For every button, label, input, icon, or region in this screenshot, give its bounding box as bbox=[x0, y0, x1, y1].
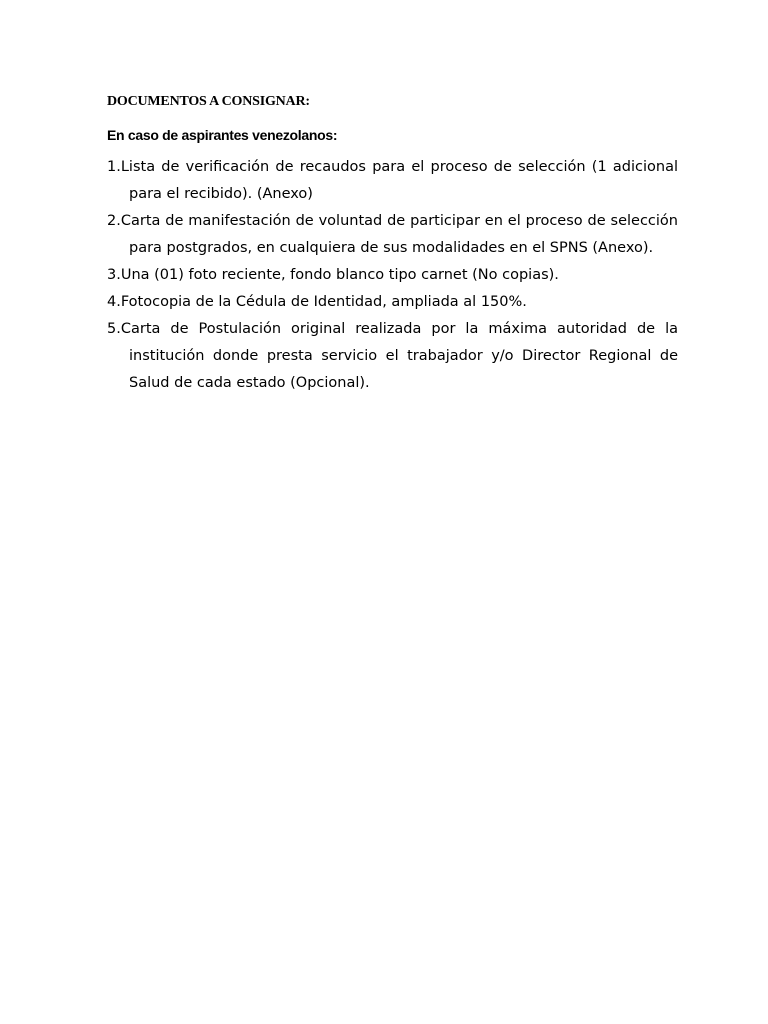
list-item-text: Una (01) foto reciente, fondo blanco tipo carnet (No copias). bbox=[120, 267, 559, 283]
requirements-list bbox=[107, 154, 678, 397]
list-item-text-block bbox=[107, 262, 678, 289]
list-item bbox=[107, 289, 678, 316]
list-item-text: Carta de Postulación original realizada por la máxima autoridad de la institución donde presta servicio el trabajador y/o Director Regional de Salud de cada estado (Opcional). bbox=[120, 321, 678, 391]
list-item bbox=[107, 262, 678, 289]
list-item-text: Carta de manifestación de voluntad de participar en el proceso de selección para postgrados, en cualquiera de sus modalidades en el SPNS (Anexo). bbox=[120, 213, 678, 256]
list-item-number: 1. bbox=[107, 159, 121, 175]
list-item-text: Fotocopia de la Cédula de Identidad, ampliada al 150%. bbox=[120, 294, 527, 310]
list-item bbox=[107, 208, 678, 262]
list-item-text-block bbox=[107, 208, 678, 262]
document-content bbox=[107, 92, 678, 397]
list-item bbox=[107, 316, 678, 397]
list-item-number: 4. bbox=[107, 294, 121, 310]
list-item-text-block bbox=[107, 289, 678, 316]
document-subheading: En caso de aspirantes venezolanos: bbox=[107, 127, 338, 143]
list-item-number: 2. bbox=[107, 213, 121, 229]
list-item-text: Lista de verificación de recaudos para el proceso de selección (1 adicional para el recibido). (Anexo) bbox=[120, 159, 678, 202]
list-item-number: 5. bbox=[107, 321, 121, 337]
list-item-text-block bbox=[107, 316, 678, 397]
document-heading: DOCUMENTOS A CONSIGNAR: bbox=[107, 94, 310, 109]
list-item-text-block bbox=[107, 154, 678, 208]
list-item-number: 3. bbox=[107, 267, 121, 283]
list-item bbox=[107, 154, 678, 208]
